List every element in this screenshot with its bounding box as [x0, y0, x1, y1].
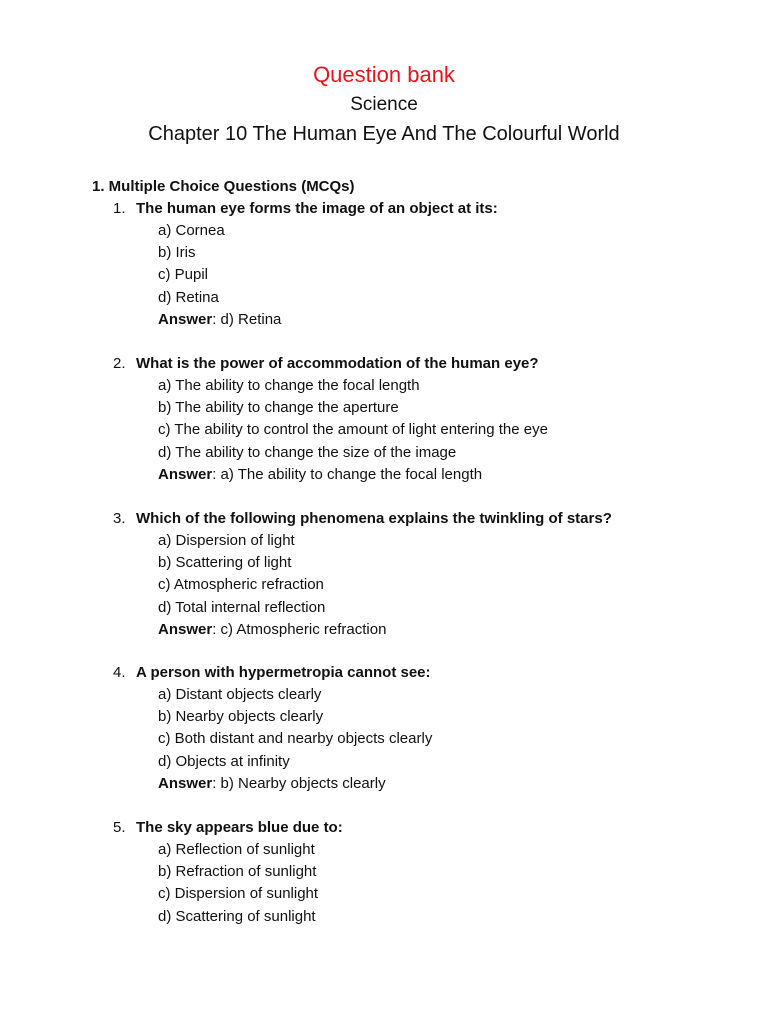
question-text: A person with hypermetropia cannot see:: [136, 664, 431, 681]
option-a: a) The ability to change the focal length: [158, 377, 420, 394]
document-title: Question bank: [313, 62, 455, 87]
question-number: 1.: [113, 200, 126, 217]
question-number: 4.: [113, 664, 126, 681]
question-1: [0, 198, 768, 331]
question-5: [0, 817, 768, 928]
option-a: a) Cornea: [158, 222, 225, 239]
option-b: b) Refraction of sunlight: [158, 863, 317, 881]
option-d: d) The ability to change the size of the image: [158, 443, 457, 461]
option-d: d) Scattering of sunlight: [158, 907, 316, 925]
question-line: [0, 817, 768, 839]
option-b: b) Nearby objects clearly: [158, 708, 324, 726]
option-d: d) Retina: [158, 288, 219, 306]
answer-line: [0, 464, 768, 486]
question-3: [0, 508, 768, 641]
question-line: [0, 508, 768, 530]
option-d: d) Objects at infinity: [158, 752, 290, 770]
question-text: What is the power of accommodation of the human eye?: [136, 355, 539, 372]
option-d: d) Total internal reflection: [158, 598, 326, 616]
option-b: b) Scattering of light: [158, 554, 292, 572]
question-text: The sky appears blue due to:: [136, 819, 343, 836]
option-a: a) Distant objects clearly: [158, 686, 322, 703]
answer-label: Answer: [158, 465, 213, 483]
chapter-heading: Chapter 10 The Human Eye And The Colourful World: [148, 123, 620, 145]
option-b: b) The ability to change the aperture: [158, 399, 399, 417]
answer-value: : c) Atmospheric refraction: [212, 620, 387, 638]
answer-line: [0, 773, 768, 795]
option-c: c) Atmospheric refraction: [158, 576, 324, 594]
answer-label: Answer: [158, 774, 213, 792]
answer-line: [0, 619, 768, 641]
question-4: [0, 662, 768, 795]
option-c: c) Pupil: [158, 266, 209, 284]
question-number: 5.: [113, 819, 126, 836]
answer-value: : b) Nearby objects clearly: [212, 774, 386, 792]
subject-heading: Science: [350, 94, 418, 115]
option-c: c) Both distant and nearby objects clearly: [158, 730, 433, 748]
option-a: a) Dispersion of light: [158, 532, 295, 549]
answer-line: [0, 309, 768, 331]
question-number: 3.: [113, 510, 126, 527]
option-c: c) The ability to control the amount of light entering the eye: [158, 421, 548, 439]
question-text: Which of the following phenomena explains the twinkling of stars?: [136, 510, 612, 527]
question-line: [0, 662, 768, 684]
question-2: [0, 353, 768, 486]
answer-label: Answer: [158, 620, 213, 638]
question-line: [0, 353, 768, 375]
question-number: 2.: [113, 355, 126, 372]
option-c: c) Dispersion of sunlight: [158, 885, 319, 903]
answer-value: : a) The ability to change the focal length: [212, 465, 483, 483]
question-line: [0, 198, 768, 220]
option-a: a) Reflection of sunlight: [158, 841, 315, 858]
answer-label: Answer: [158, 310, 213, 328]
option-b: b) Iris: [158, 244, 196, 262]
section-heading: 1. Multiple Choice Questions (MCQs): [92, 178, 355, 195]
question-text: The human eye forms the image of an object at its:: [136, 200, 498, 217]
answer-value: : d) Retina: [212, 310, 282, 328]
